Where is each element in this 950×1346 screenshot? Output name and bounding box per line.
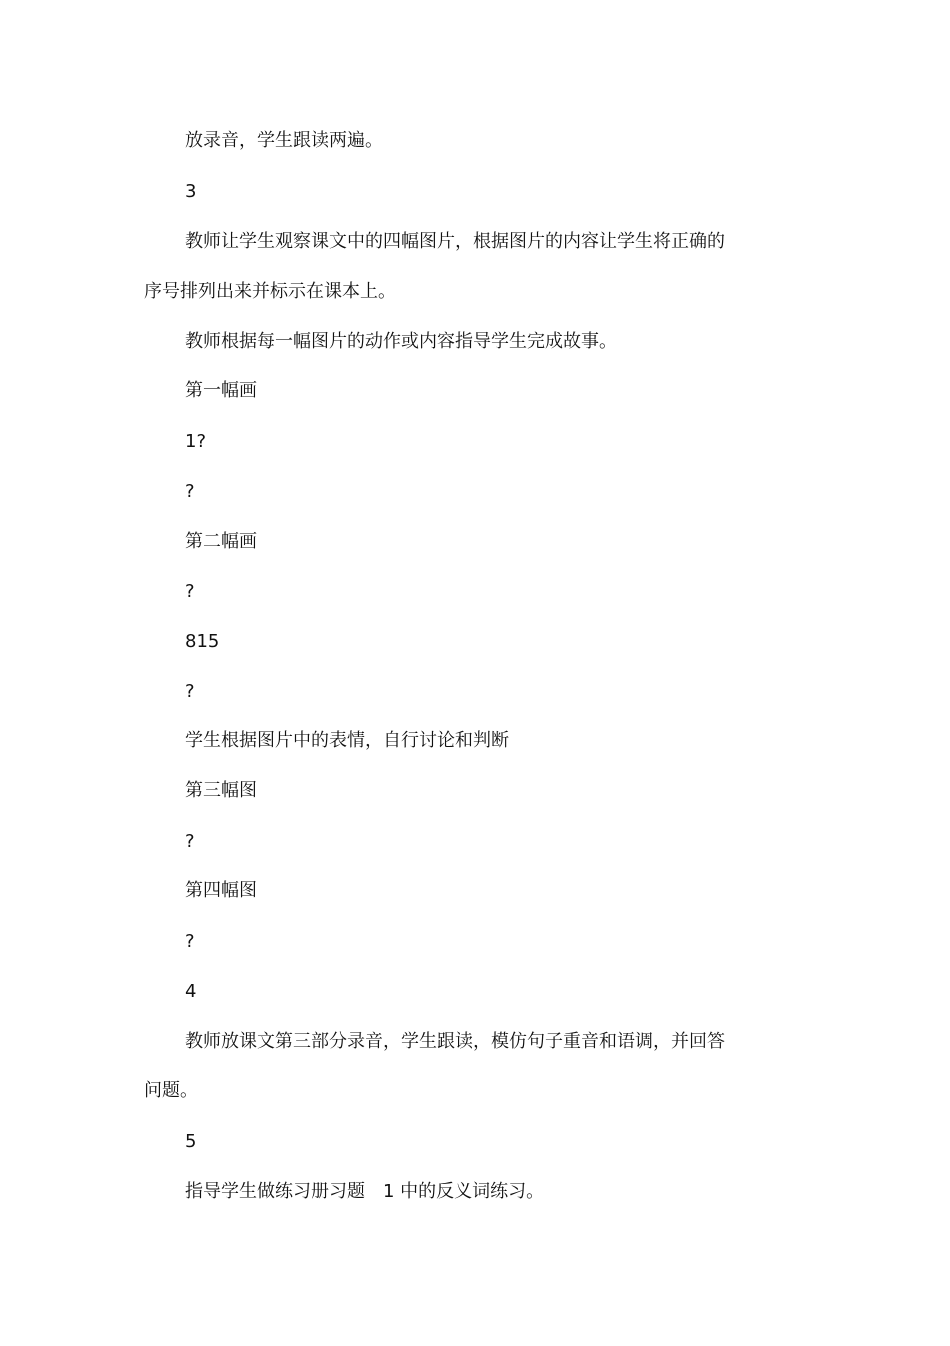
text-line: 指导学生做练习册习题 1 中的反义词练习。	[185, 1181, 545, 1202]
text-line: 教师放课文第三部分录音，学生跟读，模仿句子重音和语调，并回答	[185, 1031, 725, 1052]
text-line: 序号排列出来并标示在课本上。	[144, 281, 396, 302]
text-line: ?	[185, 581, 195, 602]
text-line: 学生根据图片中的表情，自行讨论和判断	[185, 730, 509, 751]
text-line: ?	[185, 481, 195, 502]
text-line: ?	[185, 931, 195, 952]
text-line: ?	[185, 681, 195, 702]
step-number: 5	[185, 1131, 197, 1152]
text-line: ?	[185, 831, 195, 852]
text-line: 教师让学生观察课文中的四幅图片，根据图片的内容让学生将正确的	[185, 231, 725, 252]
text-line: 815	[185, 631, 220, 652]
text-line: 放录音，学生跟读两遍。	[185, 130, 383, 151]
picture-heading: 第四幅图	[185, 880, 257, 901]
text-line: 1?	[185, 431, 207, 452]
step-number: 3	[185, 181, 197, 202]
picture-heading: 第三幅图	[185, 780, 257, 801]
text-line: 教师根据每一幅图片的动作或内容指导学生完成故事。	[185, 331, 617, 352]
step-number: 4	[185, 981, 197, 1002]
picture-heading: 第一幅画	[185, 380, 257, 401]
text-line: 问题。	[144, 1080, 198, 1101]
picture-heading: 第二幅画	[185, 531, 257, 552]
